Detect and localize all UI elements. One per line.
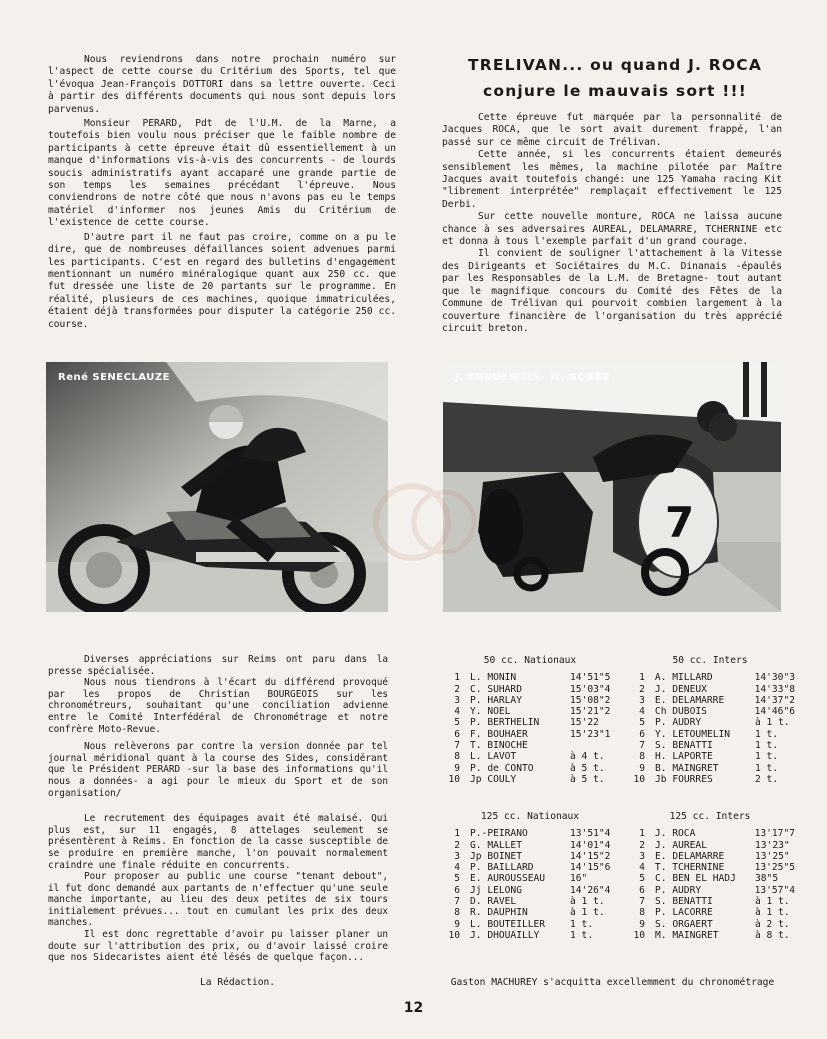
result-row bbox=[625, 930, 795, 941]
result-row bbox=[625, 695, 795, 706]
results-50-nationaux bbox=[440, 655, 620, 785]
sidecar-photo-illustration bbox=[443, 362, 781, 612]
result-rider: C. SUHARD bbox=[470, 683, 522, 695]
result-time: 1 t. bbox=[755, 728, 779, 740]
table-title: 50 cc. Nationaux bbox=[483, 655, 577, 666]
result-position: 4 bbox=[639, 862, 645, 874]
table-title: 125 cc. Nationaux bbox=[480, 811, 580, 822]
result-time: 14'33"8 bbox=[754, 683, 795, 695]
result-row bbox=[625, 862, 795, 873]
headline-line-2: conjure le mauvais sort !!! bbox=[482, 82, 748, 100]
result-position: 5 bbox=[454, 873, 460, 885]
result-rider: E. AUROUSSEAU bbox=[470, 873, 546, 885]
result-position: 9 bbox=[454, 762, 460, 774]
left-paragraph-3: D'autre part il ne faut pas croire, comme on a pu le dire, que de nombreuses défaillances soient advenues parmi les participants. C'est en regard des bulletins d'engagement mentionnant un numéro minéralogique quant aux 250 cc. que fut dressée une liste de 20 partants sur le programme. En réalité, plusieurs de ces machines, quoique immatriculées, étaient déjà transformées pour disputer la catégorie 250 cc. course. bbox=[48, 231, 396, 330]
result-row bbox=[625, 907, 795, 918]
table-title: 125 cc. Inters bbox=[669, 811, 751, 822]
result-position: 1 bbox=[454, 672, 460, 684]
result-position: 10 bbox=[633, 773, 645, 785]
result-time: 14'26"4 bbox=[570, 884, 611, 896]
result-row bbox=[625, 763, 795, 774]
result-position: 6 bbox=[454, 884, 460, 896]
result-position: 3 bbox=[454, 694, 460, 706]
result-rider: J. AUREAL bbox=[655, 839, 707, 851]
photo-caption-seneclauze: René SENECLAUZE bbox=[58, 372, 170, 383]
result-row bbox=[440, 851, 620, 862]
result-time: 13'17"7 bbox=[754, 828, 795, 840]
result-rider: P. de CONTO bbox=[470, 762, 534, 774]
watermark-logo-icon bbox=[372, 472, 482, 572]
result-row bbox=[625, 840, 795, 851]
result-row bbox=[440, 862, 620, 873]
result-time: 14'46"6 bbox=[754, 706, 795, 718]
result-rider: Ch DUBOIS bbox=[654, 706, 707, 718]
result-rider: L. LAVOT bbox=[470, 751, 517, 763]
result-time: 15'03"4 bbox=[570, 683, 611, 695]
result-row bbox=[440, 706, 620, 717]
bottom-paragraph-6: Il est donc regrettable d'avoir pu laisser planer un doute sur l'attribution des prix, ou d'avoir laissé croire que nos Sidecaristes aient été lésés de quelque façon... bbox=[48, 929, 388, 964]
result-time: 1 t. bbox=[570, 929, 594, 941]
results-50-inters bbox=[625, 655, 795, 785]
result-row bbox=[625, 896, 795, 907]
result-time: 13'23" bbox=[755, 839, 790, 851]
result-rider: P. AUDRY bbox=[654, 884, 702, 896]
result-row bbox=[625, 851, 795, 862]
result-position: 8 bbox=[454, 907, 460, 919]
result-row bbox=[440, 740, 620, 751]
result-rider: Jj LELONG bbox=[470, 884, 522, 896]
result-position: 6 bbox=[639, 728, 645, 740]
result-position: 9 bbox=[639, 918, 645, 930]
result-row bbox=[625, 919, 795, 930]
result-rider: Y. NOEL bbox=[470, 706, 511, 718]
result-row bbox=[440, 930, 620, 941]
result-rider: E. DELAMARRE bbox=[655, 850, 725, 862]
result-row bbox=[625, 672, 795, 683]
result-row bbox=[440, 763, 620, 774]
result-time: à 1 t. bbox=[755, 717, 790, 729]
result-row bbox=[625, 729, 795, 740]
result-time: 1 t. bbox=[570, 918, 594, 930]
result-position: 8 bbox=[639, 751, 645, 763]
result-position: 1 bbox=[639, 828, 645, 840]
result-position: 2 bbox=[454, 683, 460, 695]
result-row bbox=[625, 706, 795, 717]
result-time: à 5 t. bbox=[570, 773, 605, 785]
result-rider: E. DELAMARRE bbox=[654, 694, 725, 706]
result-rider: A. MILLARD bbox=[654, 672, 713, 684]
result-position: 5 bbox=[639, 873, 645, 885]
photo-caption-enndewell-gobbe: J. ENNDEWELL- M. GOBBE bbox=[455, 372, 610, 383]
result-time: à 1 t. bbox=[570, 896, 605, 908]
result-position: 10 bbox=[633, 929, 645, 941]
signature: La Rédaction. bbox=[200, 977, 276, 988]
result-row bbox=[440, 885, 620, 896]
left-article bbox=[48, 54, 396, 333]
result-position: 4 bbox=[454, 706, 460, 718]
result-position: 10 bbox=[448, 929, 460, 941]
result-row bbox=[440, 751, 620, 762]
result-position: 5 bbox=[639, 717, 645, 729]
result-position: 4 bbox=[639, 706, 645, 718]
result-row bbox=[440, 695, 620, 706]
result-rider: F. BOUHAER bbox=[470, 728, 528, 740]
results-rows bbox=[625, 672, 795, 785]
result-position: 9 bbox=[454, 918, 460, 930]
result-rider: L. MONIN bbox=[470, 672, 517, 684]
table-title: 50 cc. Inters bbox=[672, 655, 748, 666]
result-row bbox=[625, 885, 795, 896]
result-rider: P. BERTHELIN bbox=[470, 717, 540, 729]
result-position: 1 bbox=[454, 828, 460, 840]
result-time: 15'21"2 bbox=[570, 706, 611, 718]
result-time: à 1 t. bbox=[755, 907, 790, 919]
bottom-paragraph-5: Pour proposer au public une course "tenant debout", il fut donc demandé aux partants de n'effectuer qu'une seule manche importante, au lieu des deux petites de six tours initialement prévues... tout en cumulant les prix des deux manches. bbox=[48, 871, 388, 929]
result-time: à 1 t. bbox=[570, 907, 605, 919]
result-time: 14'01"4 bbox=[570, 839, 611, 851]
result-row bbox=[440, 896, 620, 907]
result-time: à 8 t. bbox=[755, 929, 790, 941]
result-row bbox=[625, 774, 795, 785]
photo-enndewell-gobbe bbox=[443, 362, 781, 612]
page-number: 12 bbox=[403, 1000, 424, 1016]
results-125-nationaux bbox=[440, 811, 620, 941]
result-rider: C. BEN EL HADJ bbox=[655, 873, 736, 885]
result-rider: P. LACORRE bbox=[655, 907, 713, 919]
result-rider: T. TCHERNINE bbox=[654, 862, 725, 874]
result-position: 3 bbox=[639, 694, 645, 706]
result-rider: T. BINOCHE bbox=[470, 740, 528, 752]
result-position: 7 bbox=[639, 896, 645, 908]
results-rows bbox=[440, 828, 620, 941]
result-position: 6 bbox=[639, 884, 645, 896]
motorcycle-photo-illustration bbox=[46, 362, 388, 612]
result-position: 3 bbox=[639, 850, 645, 862]
result-rider: S. ORGAERT bbox=[655, 918, 713, 930]
result-rider: M. MAINGRET bbox=[655, 929, 719, 941]
result-rider: G. MALLET bbox=[470, 839, 522, 851]
result-time: 14'15"2 bbox=[570, 850, 611, 862]
result-position: 6 bbox=[454, 728, 460, 740]
result-time: 15'22 bbox=[570, 717, 599, 729]
result-position: 3 bbox=[454, 850, 460, 862]
result-time: 15'23"1 bbox=[570, 728, 611, 740]
right-paragraph-2: Cette année, si les concurrents étaient demeurés sensiblement les mêmes, la machine pilotée par Maître Jacques avait toutefois changé: une 125 Yamaha racing Kit "librement interprétée" remplaçait effectivement le 125 Derbi. bbox=[442, 149, 782, 210]
result-time: à 5 t. bbox=[570, 762, 605, 774]
left-paragraph-2: Monsieur PERARD, Pdt de l'U.M. de la Marne, a toutefois bien voulu nous préciser que le faible nombre de participants à cette épreuve était dû essentiellement à un manque d'informations vis-à-vis des concurrents - de lourds soucis administratifs ayant accaparé une grande partie de son temps les semaines précédant l'épreuve. Nous conviendrons de notre côté que nous n'avons pas eu le temps matériel d'informer nos jeunes Amis du Critérium de l'existence de cette course. bbox=[48, 118, 396, 229]
result-row bbox=[625, 717, 795, 728]
result-row bbox=[625, 873, 795, 884]
result-row bbox=[440, 873, 620, 884]
result-row bbox=[440, 828, 620, 839]
result-rider: P.-PEIRANO bbox=[470, 828, 528, 840]
bottom-paragraph-2: Nous nous tiendrons à l'écart du différend provoqué par les propos de Christian BOURGEOIS sur les chronométreurs, souhaitant qu'une conciliation advienne entre le Comité Interfédéral de Chronométrage et notre confrère Moto-Revue. bbox=[48, 677, 388, 735]
result-time: 13'57"4 bbox=[754, 884, 795, 896]
result-time: à 2 t. bbox=[755, 918, 790, 930]
result-rider: Jp BOINET bbox=[470, 850, 522, 862]
result-time: 1 t. bbox=[755, 740, 779, 752]
result-time: 14'51"5 bbox=[570, 672, 611, 684]
result-time: 15'08"2 bbox=[570, 694, 611, 706]
result-time: à 4 t. bbox=[570, 751, 605, 763]
right-paragraph-1: Cette épreuve fut marquée par la personnalité de Jacques ROCA, que le sort avait durement frappé, l'an passé sur ce même circuit de Trélivan. bbox=[442, 112, 782, 148]
result-time: 13'25"5 bbox=[754, 862, 795, 874]
result-rider: Y. LETOUMELIN bbox=[655, 728, 731, 740]
result-time: 1 t. bbox=[755, 751, 779, 763]
sidecar-number: 7 bbox=[665, 498, 695, 547]
result-position: 5 bbox=[454, 717, 460, 729]
result-position: 7 bbox=[454, 896, 460, 908]
right-paragraph-3: Sur cette nouvelle monture, ROCA ne laissa aucune chance à ses adversaires AUREAL, DELAMARRE, TCHERNINE etc et donna à tous l'exemple parfait d'un grand courage. bbox=[442, 211, 782, 248]
result-time: 38"5 bbox=[755, 873, 779, 885]
result-time: 13'51"4 bbox=[570, 828, 611, 840]
results-125-inters bbox=[625, 811, 795, 941]
result-rider: R. DAUPHIN bbox=[470, 907, 528, 919]
result-row bbox=[440, 919, 620, 930]
headline-line-1: TRELIVAN... ou quand J. ROCA bbox=[467, 56, 763, 74]
right-article bbox=[442, 112, 782, 335]
result-rider: P. HARLAY bbox=[470, 694, 522, 706]
result-position: 2 bbox=[639, 839, 645, 851]
result-rider: J. DENEUX bbox=[654, 683, 707, 695]
result-rider: S. BENATTI bbox=[655, 896, 713, 908]
result-time: à 1 t. bbox=[755, 896, 790, 908]
result-row bbox=[440, 774, 620, 785]
result-rider: J. DHOUAILLY bbox=[470, 929, 540, 941]
bottom-article bbox=[48, 654, 388, 970]
result-row bbox=[625, 828, 795, 839]
result-row bbox=[440, 717, 620, 728]
result-time: 1 t. bbox=[755, 762, 779, 774]
right-paragraph-4: Il convient de souligner l'attachement à la Vitesse des Dirigeants et Sociétaires du M.C. Dinanais -épaulés par les Responsables de la L.M. de Bretagne- tout autant que le magnifique concours du Comité des Fêtes de la Commune de Trélivan qui pourvoit combien largement à la couverture financière de l'organisation du très apprécié circuit breton. bbox=[442, 248, 782, 334]
result-position: 2 bbox=[454, 839, 460, 851]
result-rider: Jb FOURRES bbox=[655, 773, 713, 785]
result-rider: H. LAPORTE bbox=[655, 751, 713, 763]
result-rider: L. BOUTEILLER bbox=[470, 918, 546, 930]
result-rider: B. MAINGRET bbox=[655, 762, 719, 774]
left-paragraph-1: Nous reviendrons dans notre prochain numéro sur l'aspect de cette course du Critérium des Sports, tel que l'évoqua Jean-François DOTTORI dans sa lettre ouverte. Ceci à partir des différents documents qui nous sont depuis lors parvenus. bbox=[48, 54, 396, 115]
photo-seneclauze bbox=[46, 362, 388, 612]
chronometrage-note: Gaston MACHUREY s'acquitta excellemment du chronométrage bbox=[450, 977, 775, 988]
result-row bbox=[625, 684, 795, 695]
result-position: 4 bbox=[454, 862, 460, 874]
result-row bbox=[440, 840, 620, 851]
result-position: 7 bbox=[639, 740, 645, 752]
result-rider: Jp COULY bbox=[470, 773, 517, 785]
result-row bbox=[440, 684, 620, 695]
result-row bbox=[625, 751, 795, 762]
bottom-paragraph-4: Le recrutement des équipages avait été malaisé. Qui plus est, sur 11 engagés, 8 attelages seulement se présentèrent à Reims. En fonction de la casse susceptible de se produire en première manche, l'on pouvait normalement craindre une finale réduite en concurrents. bbox=[48, 813, 388, 871]
result-time: 14'15"6 bbox=[570, 862, 611, 874]
trelivan-headline bbox=[445, 52, 785, 104]
result-rider: P. BAILLARD bbox=[470, 862, 534, 874]
result-time: 13'25" bbox=[755, 850, 790, 862]
result-position: 9 bbox=[639, 762, 645, 774]
result-position: 10 bbox=[448, 773, 460, 785]
result-row bbox=[440, 907, 620, 918]
bottom-paragraph-1: Diverses appréciations sur Reims ont paru dans la presse spécialisée. bbox=[48, 654, 388, 677]
result-row bbox=[440, 672, 620, 683]
result-time: 14'37"2 bbox=[754, 694, 795, 706]
results-rows bbox=[625, 828, 795, 941]
bottom-paragraph-3: Nous relèverons par contre la version donnée par tel journal méridional quant à la course des Sides, considérant que le Président PERARD -sur la base des informations qu'il nous a données- a agi pour le mieux du Sport et de son organisation/ bbox=[48, 741, 388, 799]
result-position: 1 bbox=[639, 672, 645, 684]
result-time: 14'30"3 bbox=[754, 672, 795, 684]
results-rows bbox=[440, 672, 620, 785]
result-position: 8 bbox=[454, 751, 460, 763]
result-time: 16" bbox=[570, 873, 588, 885]
result-time: 2 t. bbox=[755, 773, 779, 785]
result-rider: P. AUDRY bbox=[655, 717, 702, 729]
result-rider: J. ROCA bbox=[654, 828, 696, 840]
result-rider: D. RAVEL bbox=[470, 896, 517, 908]
result-position: 2 bbox=[639, 683, 645, 695]
result-row bbox=[440, 729, 620, 740]
result-position: 8 bbox=[639, 907, 645, 919]
result-row bbox=[625, 740, 795, 751]
result-rider: S. BENATTI bbox=[655, 740, 713, 752]
result-position: 7 bbox=[454, 740, 460, 752]
